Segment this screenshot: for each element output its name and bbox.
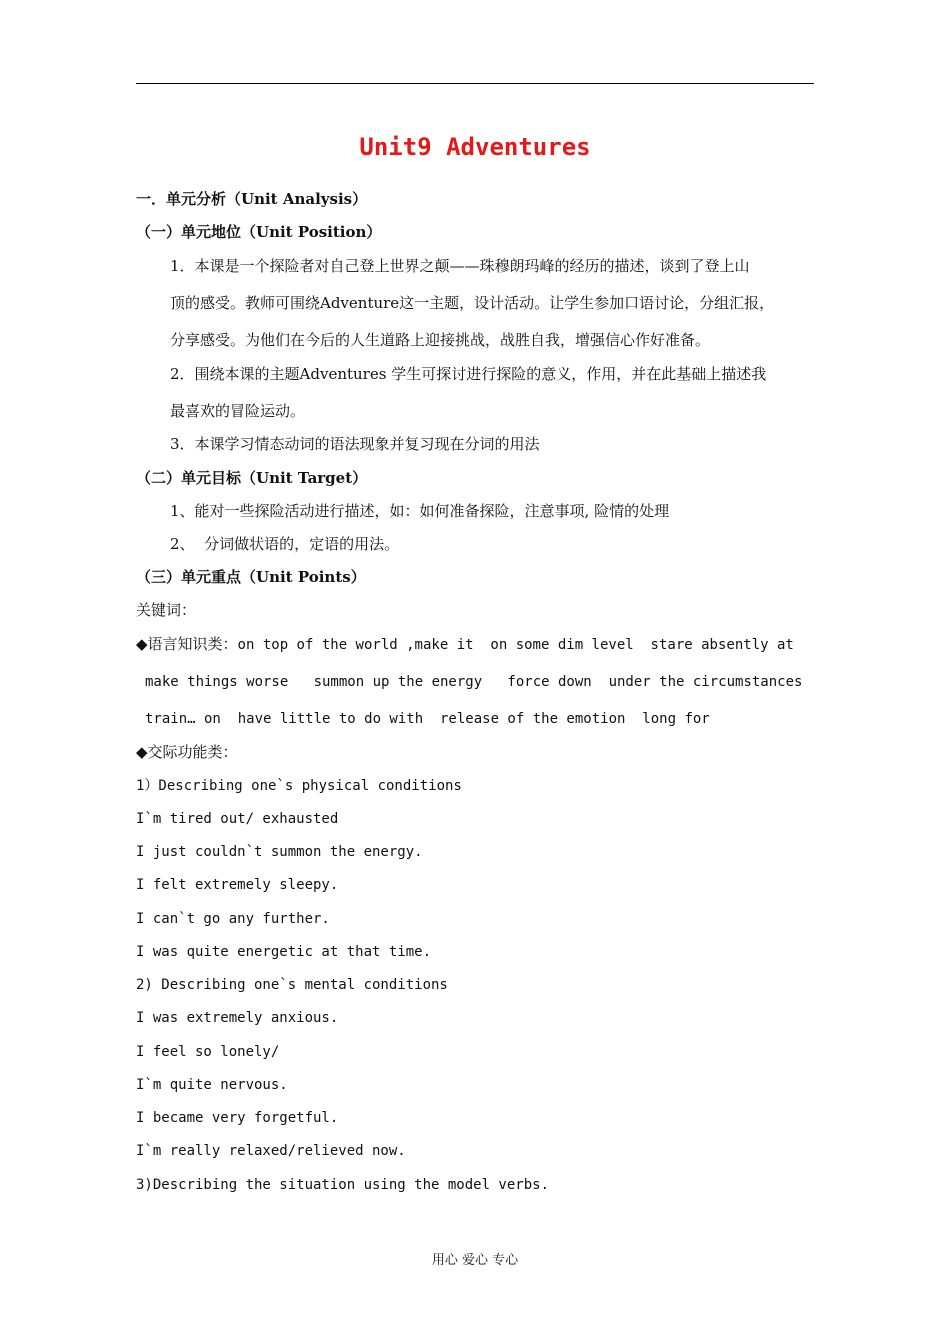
paragraph-line: 分享感受。为他们在今后的人生道路上迎接挑战，战胜自我，增强信心作好准备。	[170, 331, 711, 349]
sentence-line: I was quite energetic at that time.	[136, 944, 432, 960]
sentence-line: 3)Describing the situation using the model verbs.	[136, 1177, 550, 1193]
language-knowledge-row	[136, 634, 794, 655]
language-knowledge-label: ◆语言知识类：	[136, 635, 238, 653]
subsection-heading-target: （二）单元目标（Unit Target）	[136, 469, 368, 487]
target-item: 1、能对一些探险活动进行描述，如：如何准备探险，注意事项, 险情的处理	[170, 502, 670, 520]
paragraph-line: 2．围绕本课的主题Adventures 学生可探讨进行探险的意义，作用，并在此基础上描述我	[170, 365, 767, 383]
sentence-line: I`m really relaxed/relieved now.	[136, 1143, 406, 1159]
page-footer: 用心 爱心 专心	[431, 1253, 519, 1268]
paragraph-line: 最喜欢的冒险运动。	[170, 402, 306, 420]
paragraph-line: 顶的感受。教师可围绕Adventure这一主题，设计活动。让学生参加口语讨论，分组汇报，	[170, 294, 775, 312]
sentence-line: I feel so lonely/	[136, 1044, 280, 1060]
header-rule	[136, 83, 814, 84]
sentence-line: 2) Describing one`s mental conditions	[136, 977, 448, 993]
sentence-line: I became very forgetful.	[136, 1110, 339, 1126]
subsection-heading-position: （一）单元地位（Unit Position）	[136, 223, 382, 241]
phrase-list: on top of the world ,make it on some dim level stare absently at	[237, 637, 794, 653]
sentence-line: I was extremely anxious.	[136, 1010, 339, 1026]
sentence-line: I just couldn`t summon the energy.	[136, 844, 423, 860]
sentence-line: I can`t go any further.	[136, 911, 330, 927]
communicative-function-label: ◆交际功能类：	[136, 743, 238, 761]
target-item: 2、 分词做状语的，定语的用法。	[170, 535, 400, 553]
section-heading: 一．单元分析（Unit Analysis）	[136, 190, 368, 208]
document-title: Unit9 Adventures	[359, 133, 591, 161]
keywords-label: 关键词：	[136, 601, 197, 619]
paragraph-line: 3．本课学习情态动词的语法现象并复习现在分词的用法	[170, 435, 540, 453]
subsection-heading-points: （三）单元重点（Unit Points）	[136, 568, 366, 586]
phrase-list: train… on have little to do with release of the emotion long for	[145, 711, 710, 727]
sentence-line: 1）Describing one`s physical conditions	[136, 778, 462, 794]
sentence-line: I felt extremely sleepy.	[136, 877, 339, 893]
sentence-line: I`m tired out/ exhausted	[136, 811, 339, 827]
sentence-line: I`m quite nervous.	[136, 1077, 288, 1093]
phrase-list: make things worse summon up the energy force down under the circumstances	[145, 674, 803, 690]
paragraph-line: 1．本课是一个探险者对自己登上世界之颠——珠穆朗玛峰的经历的描述，谈到了登上山	[170, 257, 750, 275]
